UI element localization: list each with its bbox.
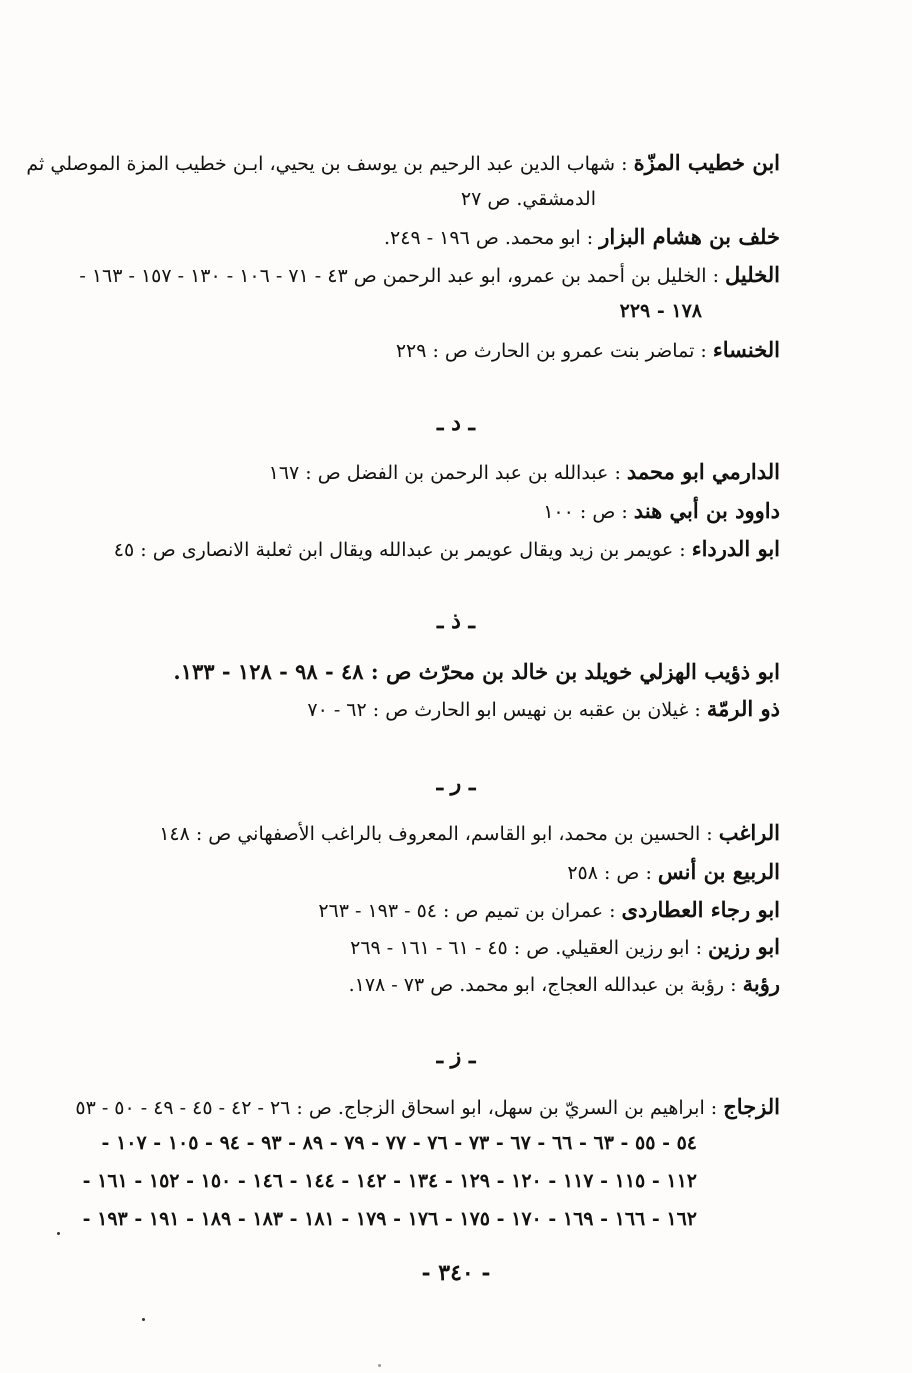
scan-speck: [142, 1318, 145, 1321]
section-heading-dal: ـ د ـ: [436, 410, 475, 436]
entry-continuation: [83, 1206, 697, 1232]
index-entry: [543, 498, 780, 525]
entry-separator: :: [614, 462, 621, 484]
entry-term: خلف بن هشام البزار: [599, 224, 780, 249]
index-entry: [173, 659, 780, 686]
entry-text: غيلان بن عقبه بن نهيس ابو الحارث ص : ٦٢ - ٧٠: [307, 699, 689, 721]
entry-separator: :: [710, 1097, 718, 1119]
entry-text: الحسين بن محمد، ابو القاسم، المعروف بالراغب الأصفهاني ص : ١٤٨: [159, 823, 701, 845]
index-entry: [307, 696, 780, 723]
entry-text: ص : ٢٥٨: [567, 862, 640, 884]
entry-separator: :: [609, 900, 616, 922]
section-heading-ra: ـ ر ـ: [436, 770, 476, 796]
entry-term: الخليل: [725, 262, 780, 287]
entry-term: ابن خطيب المزّة: [633, 150, 780, 175]
entry-term: ابو رزين: [708, 934, 780, 959]
entry-text: ١٦٢ - ١٦٦ - ١٦٩ - ١٧٠ - ١٧٥ - ١٧٦ - ١٧٩ - ١٨١ - ١٨٣ - ١٨٩ - ١٩١ - ١٩٣ -: [82, 1208, 697, 1230]
scan-speck: [57, 1232, 60, 1235]
section-heading-dhal: ـ ذ ـ: [436, 608, 475, 634]
entry-text: عبدالله بن عبد الرحمن بن الفضل ص : ١٦٧: [268, 462, 609, 484]
entry-text: ٥٤ - ٥٥ - ٦٣ - ٦٦ - ٦٧ - ٧٣ - ٧٦ - ٧٧ - ٧٩ - ٨٩ - ٩٣ - ٩٤ - ١٠٥ - ١٠٧ -: [101, 1132, 697, 1154]
entry-separator: :: [706, 823, 713, 845]
entry-text: الدمشقي. ص ٢٧: [460, 188, 596, 210]
entry-continuation: [102, 1130, 697, 1156]
entry-term: ابو الدرداء: [691, 536, 780, 561]
entry-text: تماضر بنت عمرو بن الحارث ص : ٢٢٩: [395, 340, 695, 362]
entry-term: ابو رجاء العطاردى: [621, 897, 780, 922]
index-entry: [114, 536, 780, 563]
entry-text: ص : ١٠٠: [543, 501, 616, 523]
entry-separator: :: [679, 539, 686, 561]
entry-term: داوود بن أبي هند: [633, 498, 780, 523]
entry-separator: :: [621, 153, 628, 175]
index-entry: [384, 224, 780, 251]
entry-term: الراغب: [718, 820, 780, 845]
entry-text: عويمر بن زيد ويقال عويمر بن عبدالله ويقال ابن ثعلبة الانصارى ص : ٤٥: [113, 539, 674, 561]
index-entry: [75, 1094, 780, 1121]
entry-text: رؤبة بن عبدالله العجاج، ابو محمد. ص ٧٣ - ١٧٨.: [348, 974, 725, 996]
entry-term: الخنساء: [712, 337, 780, 362]
index-entry: [350, 934, 780, 961]
page-number: - ٣٤٠ -: [421, 1260, 491, 1286]
entry-continuation: [620, 298, 702, 324]
entry-text: ١١٢ - ١١٥ - ١١٧ - ١٢٠ - ١٢٩ - ١٣٤ - ١٤٢ - ١٤٤ - ١٤٦ - ١٥٠ - ١٥٢ - ١٦١ -: [82, 1170, 697, 1192]
entry-term: الدارمي ابو محمد: [626, 459, 780, 484]
entry-separator: :: [694, 699, 701, 721]
entry-term: الزجاج: [723, 1094, 780, 1119]
entry-separator: :: [730, 974, 737, 996]
entry-term: الربيع بن أنس: [657, 859, 780, 884]
entry-text: ابو رزين العقيلي. ص : ٤٥ - ٦١ - ١٦١ - ٢٦٩: [350, 937, 690, 959]
index-entry: [159, 820, 780, 847]
entry-text: شهاب الدين عبد الرحيم بن يوسف بن يحيي، ابـن خطيب المزة الموصلي ثم: [26, 153, 616, 175]
entry-separator: :: [586, 227, 594, 249]
entry-text: ابو محمد. ص ١٩٦ - ٢٤٩.: [384, 227, 581, 249]
entry-separator: :: [645, 862, 652, 884]
index-entry: [79, 262, 780, 289]
index-entry: [396, 337, 780, 364]
index-entry: [269, 459, 780, 486]
entry-text: ابراهيم بن السريّ بن سهل، ابو اسحاق الزجاج. ص : ٢٦ - ٤٢ - ٤٥ - ٤٩ - ٥٠ - ٥٣: [75, 1097, 705, 1119]
section-heading-zay: ـ ز ـ: [436, 1043, 476, 1069]
entry-continuation: [461, 186, 596, 212]
entry-separator: :: [695, 937, 702, 959]
entry-separator: :: [712, 265, 719, 287]
entry-separator: :: [621, 501, 628, 523]
entry-separator: :: [700, 340, 707, 362]
entry-text: عمران بن تميم ص : ٥٤ - ١٩٣ - ٢٦٣: [318, 900, 604, 922]
entry-term: ابو ذؤيب الهزلي خويلد بن خالد بن محرّث ص : ٤٨ - ٩٨ - ١٢٨ - ١٣٣.: [173, 659, 780, 684]
index-entry: [26, 150, 780, 177]
entry-text: ١٧٨ - ٢٢٩: [619, 300, 702, 322]
index-entry: [318, 897, 780, 924]
entry-continuation: [83, 1168, 697, 1194]
index-entry: [567, 859, 780, 886]
entry-term: رؤبة: [742, 971, 780, 996]
entry-text: الخليل بن أحمد بن عمرو، ابو عبد الرحمن ص ٤٣ - ٧١ - ١٠٦ - ١٣٠ - ١٥٧ - ١٦٣ -: [79, 265, 707, 287]
index-entry: [349, 971, 780, 998]
scan-speck: [378, 1364, 381, 1367]
entry-term: ذو الرمّة: [706, 696, 780, 721]
